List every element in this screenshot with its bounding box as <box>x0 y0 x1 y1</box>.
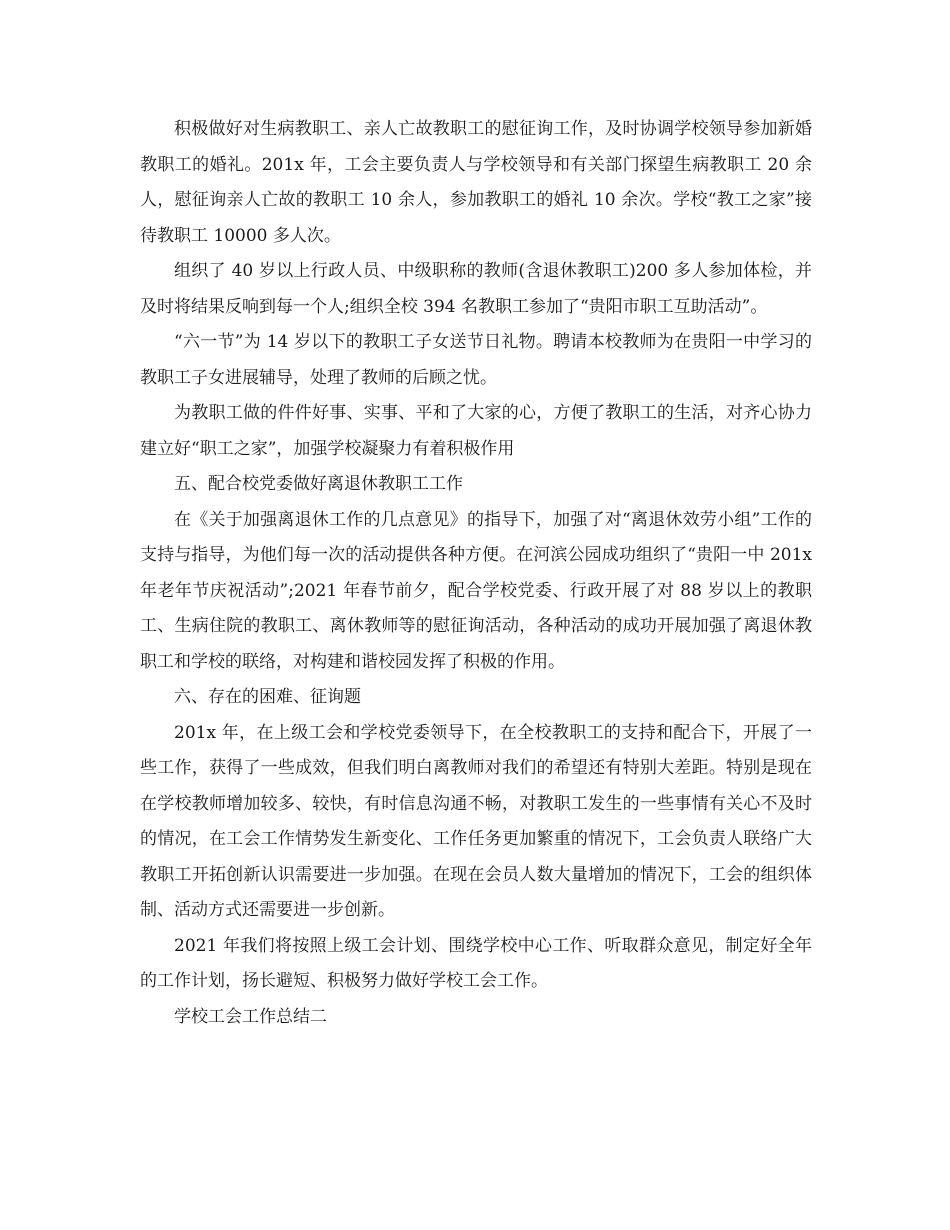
document-body <box>140 112 812 1035</box>
paragraph-health-check: 组织了 40 岁以上行政人员、中级职称的教师(含退休教职工)200 多人参加体检，并及时将结果反响到每一个人;组织全校 394 名教职工参加了“贵阳市职工互助活动”。 <box>140 261 812 317</box>
section-heading-retirees: 五、配合校党委做好离退休教职工工作 <box>174 474 463 494</box>
section-heading-difficulties: 六、存在的困难、征询题 <box>174 687 361 707</box>
paragraph-care-for-staff: 积极做好对生病教职工、亲人亡故教职工的慰征询工作，及时协调学校领导参加新婚教职工的婚礼。201x 年，工会主要负责人与学校领导和有关部门探望生病教职工 20 余人，慰征询亲人亡故的教职工 10 余人，参加教职工的婚礼 10 余次。学校“教工之家”接待教职工 10000 多人次。 <box>140 119 812 246</box>
paragraph-retiree-work: 在《关于加强离退休工作的几点意见》的指导下，加强了对“离退休效劳小组”工作的支持与指导，为他们每一次的活动提供各种方便。在河滨公园成功组织了“贵阳一中 201x 年老年节庆祝活动”;2021 年春节前夕，配合学校党委、行政开展了对 88 岁以上的教职工、生病住院的教职工、离休教师等的慰征询活动，各种活动的成功开展加强了离退休教职工和学校的联络，对构建和谐校园发挥了积极的作用。 <box>140 509 812 672</box>
paragraph-childrens-day: “六一节”为 14 岁以下的教职工子女送节日礼物。聘请本校教师为在贵阳一中学习的教职工子女进展辅导，处理了教师的后顾之忧。 <box>140 332 812 388</box>
section-heading-summary-two: 学校工会工作总结二 <box>174 1006 327 1027</box>
paragraph-good-deeds: 为教职工做的件件好事、实事、平和了大家的心，方便了教职工的生活，对齐心协力建立好“职工之家”，加强学校凝聚力有着积极作用 <box>140 403 812 459</box>
paragraph-plan-2021: 2021 年我们将按照上级工会计划、围绕学校中心工作、听取群众意见，制定好全年的工作计划，扬长避短、积极努力做好学校工会工作。 <box>140 935 812 991</box>
paragraph-difficulties: 201x 年，在上级工会和学校党委领导下，在全校教职工的支持和配合下，开展了一些工作，获得了一些成效，但我们明白离教师对我们的希望还有特别大差距。特别是现在在学校教师增加较多、较快，有时信息沟通不畅，对教职工发生的一些事情有关心不及时的情况，在工会工作情势发生新变化、工作任务更加繁重的情况下，工会负责人联络广大教职工开拓创新认识需要进一步加强。在现在会员人数大量增加的情况下，工会的组织体制、活动方式还需要进一步创新。 <box>140 722 812 920</box>
